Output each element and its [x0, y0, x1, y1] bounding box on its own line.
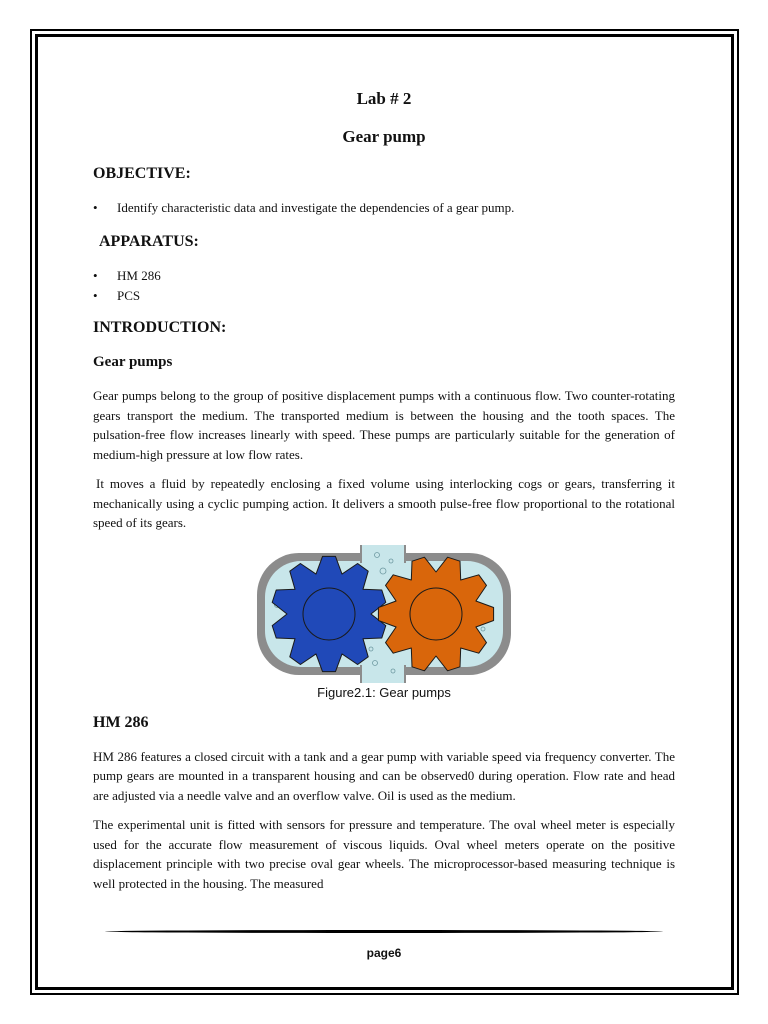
footer-rule — [105, 930, 663, 933]
intro-paragraph-2: It moves a fluid by repeatedly enclosing a fixed volume using interlocking cogs or gears, transferring it mechanically using a cyclic pumping action. It delivers a smooth pulse-free flow proportional to the rotational speed of its gears. — [93, 476, 675, 530]
page-number: page6 — [366, 946, 402, 960]
introduction-heading: INTRODUCTION: — [93, 319, 227, 336]
list-item: • PCS — [93, 286, 675, 306]
gear-pumps-subheading: Gear pumps — [93, 354, 173, 370]
lab-subtitle: Gear pump — [342, 127, 426, 146]
bullet-icon: • — [93, 288, 98, 303]
apparatus-list — [93, 266, 675, 306]
inlet-port — [361, 663, 405, 683]
list-item: • Identify characteristic data and investigate the dependencies of a gear pump. — [93, 198, 675, 218]
bullet-icon: • — [93, 268, 98, 283]
apparatus-heading: APPARATUS: — [99, 233, 199, 250]
objective-list — [93, 198, 675, 218]
gear-pump-figure — [93, 545, 675, 701]
list-item: • HM 286 — [93, 266, 675, 286]
outlet-port — [361, 545, 405, 565]
bullet-icon: • — [93, 200, 98, 215]
hm286-paragraph-2: The experimental unit is fitted with sensors for pressure and temperature. The oval wheel meter is especially used for the accurate flow measurement of viscous liquids. Oval wheel meters operate on the positive displacement principle with two precise oval gear wheels. The microprocessor-based measuring technique is well protected in the housing. The measured — [93, 817, 675, 891]
objective-heading: OBJECTIVE: — [93, 165, 191, 182]
gear-pump-diagram — [253, 545, 515, 683]
hm286-heading: HM 286 — [93, 713, 149, 731]
intro-paragraph-1: Gear pumps belong to the group of positive displacement pumps with a continuous flow. Two counter-rotating gears transport the medium. The transported medium is between the housing and the tooth spaces. The pulsation-free flow increases linearly with speed. These pumps are particularly suitable for the generation of medium-high pressure at low flow rates. — [93, 388, 675, 462]
document-body — [93, 88, 675, 893]
lab-title: Lab # 2 — [356, 89, 412, 108]
hm286-paragraph-1: HM 286 features a closed circuit with a tank and a gear pump with variable speed via frequency converter. The pump gears are mounted in a transparent housing and can be observed0 during operation. Flow rate and head are adjusted via a needle valve and an overflow valve. Oil is used as the medium. — [93, 748, 675, 803]
figure-caption: Figure2.1: Gear pumps — [317, 684, 451, 700]
